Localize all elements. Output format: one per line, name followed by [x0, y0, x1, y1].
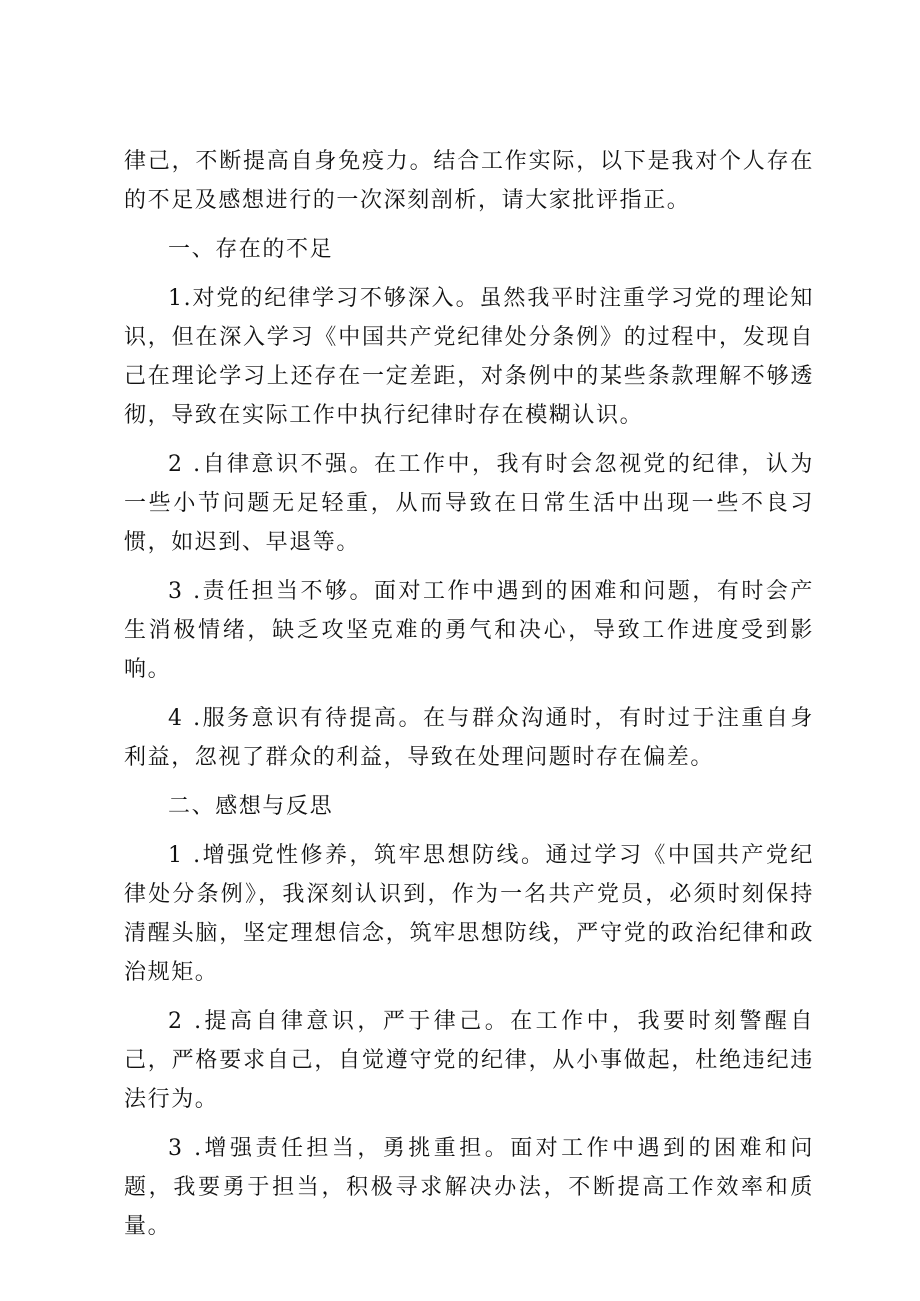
document-body [124, 142, 814, 1256]
shortcoming-item-3: 3 .责任担当不够。面对工作中遇到的困难和问题，有时会产生消极情绪，缺乏攻坚克难的勇气和决心，导致工作进度受到影响。 [124, 579, 814, 682]
reflection-item-1: 1 .增强党性修养，筑牢思想防线。通过学习《中国共产党纪律处分条例》，我深刻认识到，作为一名共产党员，必须时刻保持清醒头脑，坚定理想信念，筑牢思想防线，严守党的政治纪律和政治规矩。 [124, 843, 814, 985]
shortcoming-item-1: 1.对党的纪律学习不够深入。虽然我平时注重学习党的理论知识，但在深入学习《中国共产党纪律处分条例》的过程中，发现自己在理论学习上还存在一定差距，对条例中的某些条款理解不够透彻，导致在实际工作中执行纪律时存在模糊认识。 [124, 286, 814, 428]
reflection-item-2: 2 .提高自律意识，严于律己。在工作中，我要时刻警醒自己，严格要求自己，自觉遵守党的纪律，从小事做起，杜绝违纪违法行为。 [124, 1009, 814, 1112]
shortcoming-item-2: 2 .自律意识不强。在工作中，我有时会忽视党的纪律，认为一些小节问题无足轻重，从而导致在日常生活中出现一些不良习惯，如迟到、早退等。 [124, 452, 814, 555]
reflection-item-3: 3 .增强责任担当，勇挑重担。面对工作中遇到的困难和问题，我要勇于担当，积极寻求解决办法，不断提高工作效率和质量。 [124, 1136, 814, 1239]
section-heading-shortcomings: 一、存在的不足 [168, 237, 334, 262]
section-heading-reflections: 二、感想与反思 [168, 794, 334, 819]
intro-paragraph: 律己，不断提高自身免疫力。结合工作实际，以下是我对个人存在的不足及感想进行的一次深刻剖析，请大家批评指正。 [124, 149, 814, 213]
shortcoming-item-4: 4 .服务意识有待提高。在与群众沟通时，有时过于注重自身利益，忽视了群众的利益，导致在处理问题时存在偏差。 [124, 706, 814, 770]
